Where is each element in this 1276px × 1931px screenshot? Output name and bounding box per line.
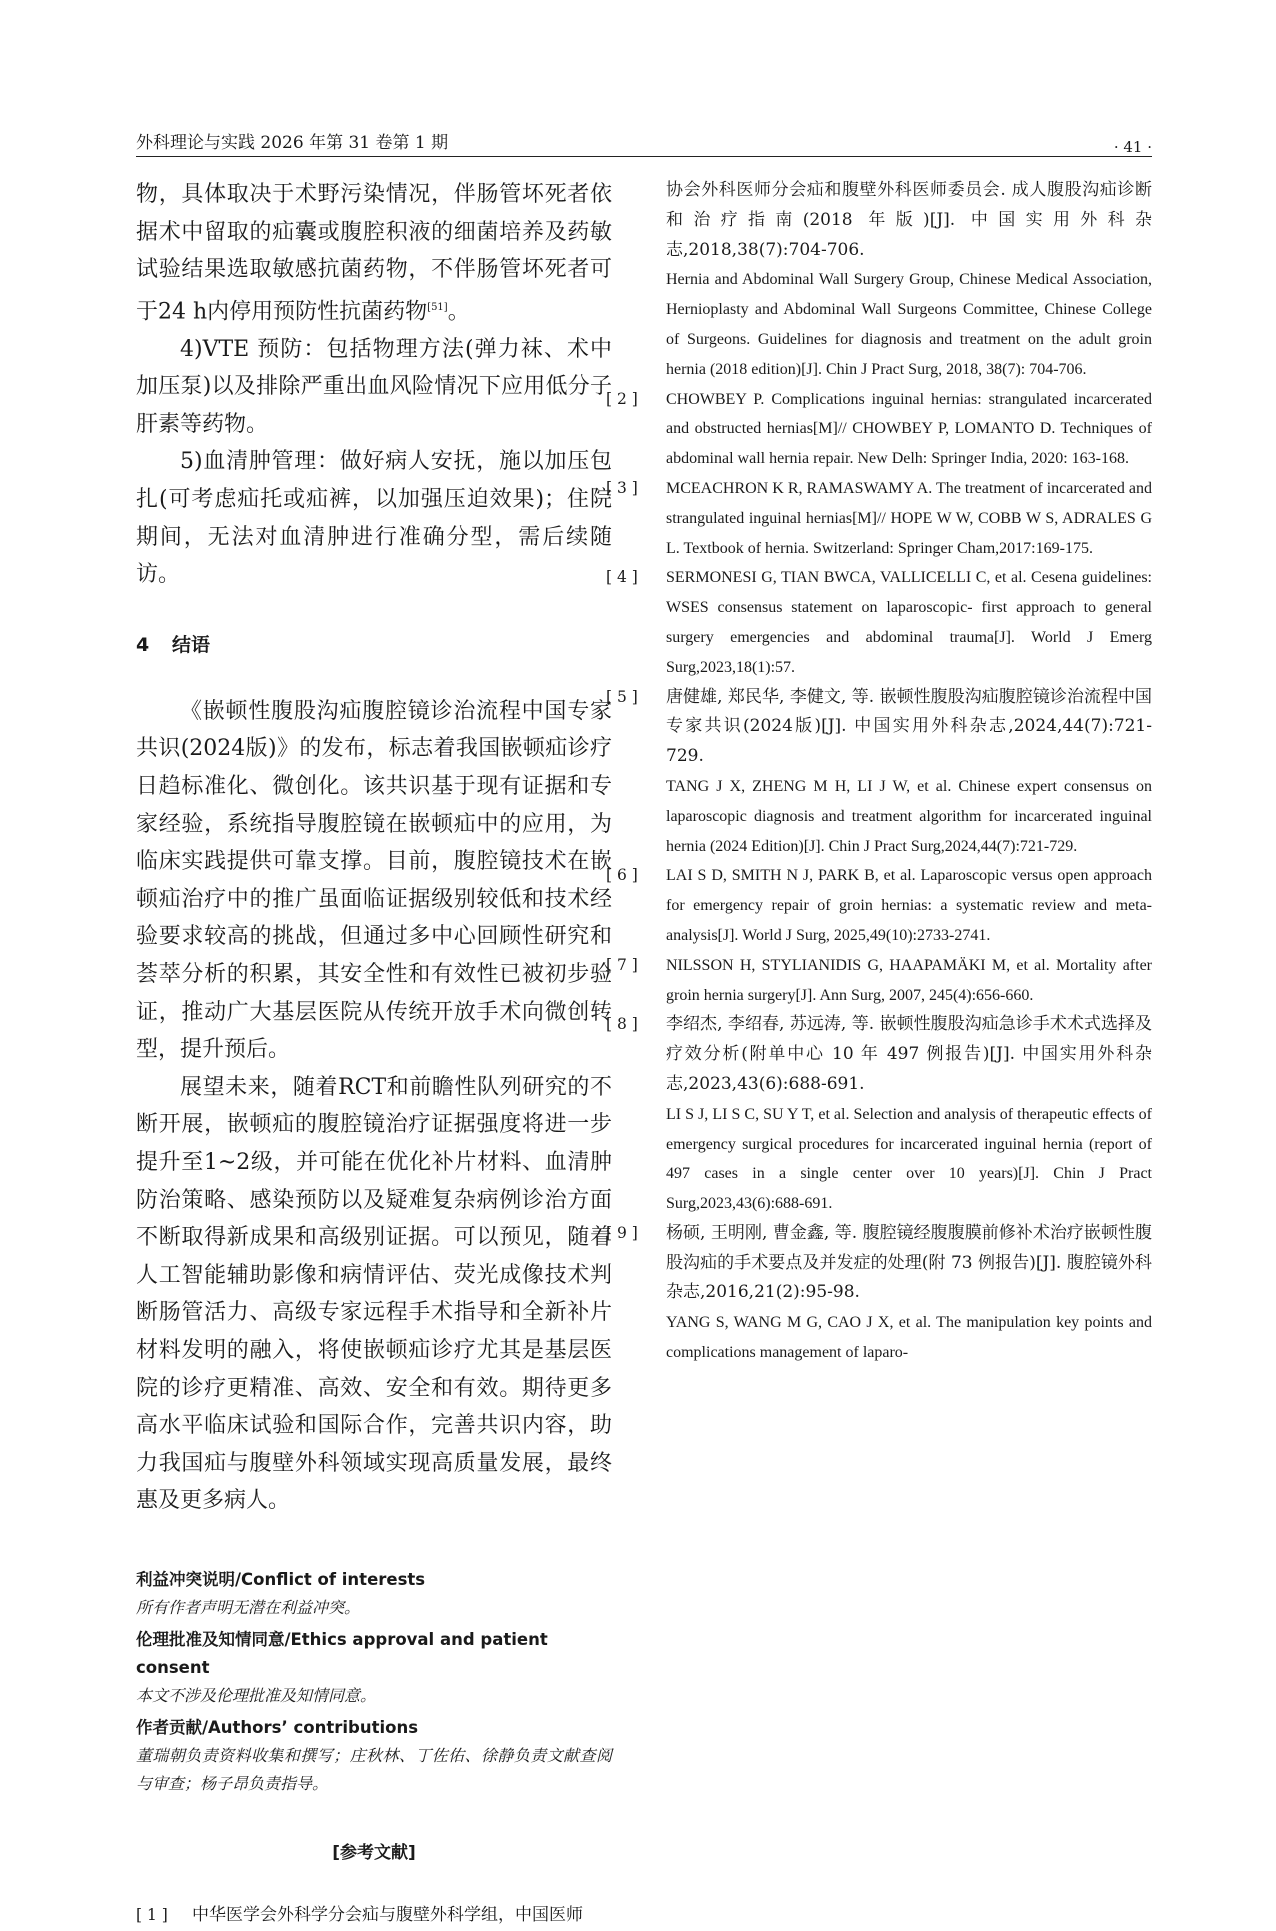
journal-title: 外科理论与实践 2026 年第 31 卷第 1 期 [136, 133, 449, 153]
reference-text-zh: 中华医学会外科学分会疝与腹壁外科学组，中国医师 [192, 1904, 583, 1925]
reference-number: [ 2 ] [606, 389, 638, 408]
reference-number: [ 8 ] [606, 1015, 638, 1034]
reference-text-en: NILSSON H, STYLIANIDIS G, HAAPAMÄKI M, et al. Mortality after groin hernia surgery[J]. Ann Surg, 2007, 245(4):656-660. [666, 956, 1152, 1004]
reference-text-zh: 李绍杰, 李绍春, 苏远涛, 等. 嵌顿性腹股沟疝急诊手术术式选择及疗效分析(附单中心 10 年 497 例报告)[J]. 中国实用外科杂志,2023,43(6):688-691. [666, 1014, 1152, 1094]
contrib-title: 作者贡献/Authors’ contributions [136, 1717, 419, 1737]
coi-title: 利益冲突说明/Conflict of interests [136, 1569, 426, 1589]
reference-text-en: LI S J, LI S C, SU Y T, et al. Selection and analysis of therapeutic effects of emergency surgical procedures for incarcerated inguinal hernia (report of 497 cases in a single center over 10 years)[J]. Chin J Pract Surg,2023,43(6):688-691. [666, 1105, 1152, 1213]
reference-item [606, 1010, 1152, 1219]
section-number: 4 [136, 633, 150, 656]
right-column [606, 176, 1152, 1368]
coi-text: 所有作者声明无潜在利益冲突。 [136, 1597, 361, 1617]
reference-number: [ 3 ] [606, 478, 638, 497]
reference-number: [ 9 ] [606, 1223, 638, 1242]
reference-1-continued [666, 176, 1152, 385]
reference-number: [ 4 ] [606, 568, 638, 587]
reference-text-en: TANG J X, ZHENG M H, LI J W, et al. Chinese expert consensus on laparoscopic diagnosis and treatment algorithm for incarcerated inguinal hernia (2024 Edition)[J]. Chin J Pract Surg,2024,44(7):721-729. [666, 777, 1152, 855]
reference-item [606, 683, 1152, 862]
left-column [136, 176, 612, 1931]
paragraph-seroma: 5)血清肿管理：做好病人安抚，施以加压包扎(可考虑疝托或疝裤，以加强压迫效果)；住院期间，无法对血清肿进行准确分型，需后续随访。 [136, 449, 612, 588]
reference-number: [ 1 ] [136, 1905, 168, 1924]
reference-number: [ 7 ] [606, 955, 638, 974]
reference-item [606, 1219, 1152, 1368]
reference-text-en: YANG S, WANG M G, CAO J X, et al. The manipulation key points and complications management of laparo- [666, 1314, 1152, 1362]
citation: [51] [427, 301, 448, 313]
reference-text-en: SERMONESI G, TIAN BWCA, VALLICELLI C, et al. Cesena guidelines: WSES consensus statement on laparoscopic- first approach to general surgery emergencies and abdominal trauma[J]. World J Emerg Surg,2023,18(1):57. [666, 569, 1152, 676]
reference-list [606, 385, 1152, 1368]
reference-text-en: Hernia and Abdominal Wall Surgery Group, Chinese Medical Association, Hernioplasty and Abdominal Wall Surgeons Committee, Chinese College of Surgeons. Guidelines for diagnosis and treatment on the adult groin hernia (2018 edition)[J]. Chin J Pract Surg, 2018, 38(7): 704-706. [666, 271, 1152, 378]
reference-item [606, 385, 1152, 474]
ethics-text: 本文不涉及伦理批准及知情同意。 [136, 1685, 377, 1705]
contrib-text: 董瑞朝负责资料收集和撰写；庄秋林、丁佐佑、徐静负责文献查阅与审查；杨子昂负责指导。 [136, 1745, 612, 1793]
reference-item [606, 861, 1152, 950]
reference-text-zh: 协会外科医师分会疝和腹壁外科医师委员会. 成人腹股沟疝诊断和治疗指南(2018 年版)[J]. 中国实用外科杂志,2018,38(7):704-706. [666, 180, 1152, 260]
paragraph-outlook: 展望未来，随着RCT和前瞻性队列研究的不断开展，嵌顿疝的腹腔镜治疗证据强度将进一步提升至1~2级，并可能在优化补片材料、血清肿防治策略、感染预防以及疑难复杂病例诊治方面不断取得新成果和高级别证据。可以预见，随着人工智能辅助影像和病情评估、荧光成像技术判断肠管活力、高级专家远程手术指导和全新补片材料发明的融入，将使嵌顿疝诊疗尤其是基层医院的诊疗更精准、高效、安全和有效。期待更多高水平临床试验和国际合作，完善共识内容，助力我国疝与腹壁外科领域实现高质量发展，最终惠及更多病人。 [136, 1074, 612, 1514]
page-number: · 41 · [1113, 138, 1152, 156]
header-rule [136, 156, 1152, 157]
reference-1 [136, 1901, 612, 1931]
section-title: 结语 [172, 633, 211, 656]
references-heading: [参考文献] [332, 1842, 416, 1863]
reference-text-zh: 唐健雄, 郑民华, 李健文, 等. 嵌顿性腹股沟疝腹腔镜诊治流程中国专家共识(2024版)[J]. 中国实用外科杂志,2024,44(7):721-729. [666, 686, 1152, 767]
ethics-title: 伦理批准及知情同意/Ethics approval and patient consent [136, 1629, 548, 1677]
reference-text-zh: 杨硕, 王明刚, 曹金鑫, 等. 腹腔镜经腹腹膜前修补术治疗嵌顿性腹股沟疝的手术要点及并发症的处理(附 73 例报告)[J]. 腹腔镜外科杂志,2016,21(2):95-98. [666, 1222, 1152, 1303]
reference-text-en: MCEACHRON K R, RAMASWAMY A. The treatment of incarcerated and strangulated inguinal hernias[M]// HOPE W W, COBB W S, ADRALES G L. Textbook of hernia. Switzerland: Springer Cham,2017:169-175. [666, 479, 1152, 557]
declarations [136, 1566, 612, 1798]
reference-item [606, 563, 1152, 682]
reference-text-en: CHOWBEY P. Complications inguinal hernias: strangulated incarcerated and obstructed hernias[M]// CHOWBEY P, LOMANTO D. Techniques of abdominal wall hernia repair. New Delh: Springer India, 2020: 163-168. [666, 390, 1152, 468]
paragraph-antibiotics: 物，具体取决于术野污染情况，伴肠管坏死者依据术中留取的疝囊或腹腔积液的细菌培养及药敏试验结果选取敏感抗菌药物，不伴肠管坏死者可于24 h内停用预防性抗菌药物[51]。 [136, 182, 612, 325]
reference-text-en: LAI S D, SMITH N J, PARK B, et al. Laparoscopic versus open approach for emergency repair of groin hernias: a systematic review and meta-analysis[J]. World J Surg, 2025,49(10):2733-2741. [666, 867, 1152, 944]
reference-item [606, 474, 1152, 563]
reference-item [606, 951, 1152, 1011]
reference-number: [ 6 ] [606, 866, 638, 885]
running-header [136, 128, 1152, 158]
paragraph-conclusion: 《嵌顿性腹股沟疝腹腔镜诊治流程中国专家共识(2024版)》的发布，标志着我国嵌顿疝诊疗日趋标准化、微创化。该共识基于现有证据和专家经验，系统指导腹腔镜在嵌顿疝中的应用，为临床实践提供可靠支撑。目前，腹腔镜技术在嵌顿疝治疗中的推广虽面临证据级别较低和技术经验要求较高的挑战，但通过多中心回顾性研究和荟萃分析的积累，其安全性和有效性已被初步验证，推动广大基层医院从传统开放手术向微创转型，提升预后。 [136, 698, 612, 1063]
reference-number: [ 5 ] [606, 687, 638, 706]
paragraph-vte: 4)VTE 预防：包括物理方法(弹力袜、术中加压泵)以及排除严重出血风险情况下应用低分子肝素等药物。 [136, 336, 612, 437]
section-heading [136, 630, 612, 657]
